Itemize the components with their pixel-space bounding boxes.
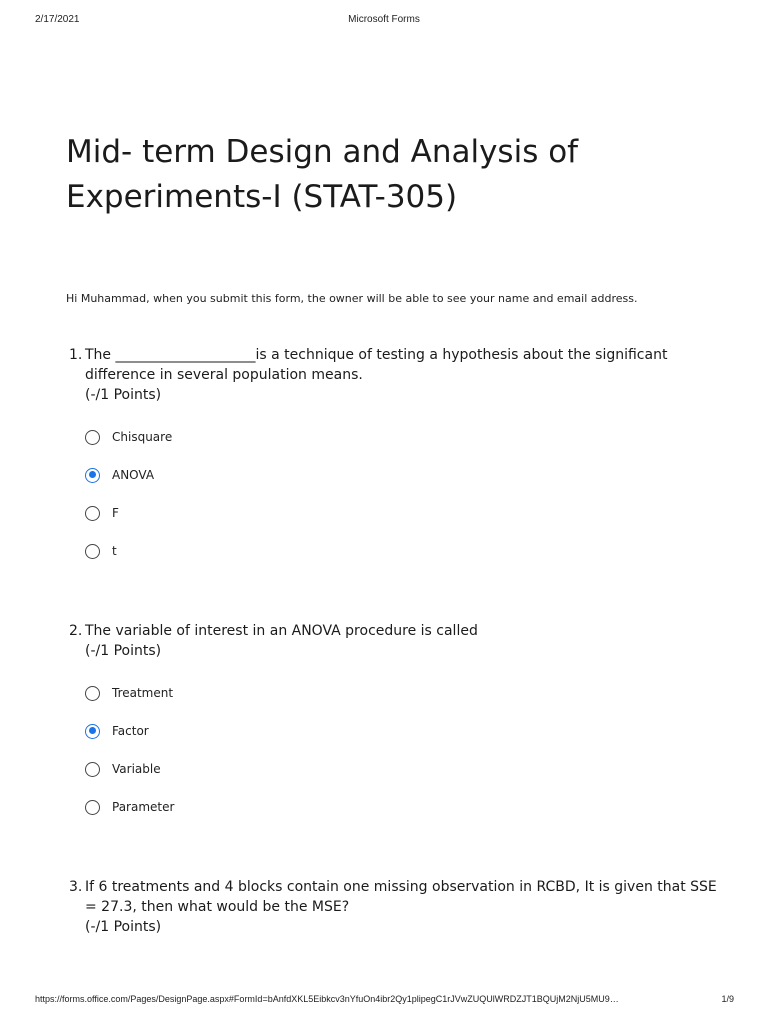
submit-notice: Hi Muhammad, when you submit this form, the owner will be able to see your name and email address. <box>66 292 638 305</box>
option-variable[interactable] <box>85 750 726 788</box>
option-label: Variable <box>112 762 161 776</box>
radio-unselected-icon[interactable] <box>85 506 100 521</box>
answer-options <box>66 418 726 570</box>
page-url: https://forms.office.com/Pages/DesignPage.aspx#FormId=bAnfdXKL5Eibkcv3nYfuOn4ibr2Qy1plipegC1rJVwZUQUlWRDZJT1BQUjM2NjU5MU9… <box>35 994 619 1004</box>
question-2 <box>66 621 726 826</box>
print-footer <box>0 994 768 1008</box>
option-parameter[interactable] <box>85 788 726 826</box>
print-app-name: Microsoft Forms <box>348 14 420 25</box>
print-date: 2/17/2021 <box>35 14 80 25</box>
option-label: Factor <box>112 724 149 738</box>
radio-unselected-icon[interactable] <box>85 800 100 815</box>
option-treatment[interactable] <box>85 674 726 712</box>
radio-unselected-icon[interactable] <box>85 544 100 559</box>
radio-unselected-icon[interactable] <box>85 762 100 777</box>
question-text: The ____________________is a technique of testing a hypothesis about the significant difference in several population means. <box>85 347 668 383</box>
question-1 <box>66 345 726 570</box>
question-header <box>66 345 726 405</box>
radio-unselected-icon[interactable] <box>85 686 100 701</box>
question-header <box>66 621 726 661</box>
question-points: (-/1 Points) <box>85 387 162 403</box>
print-header <box>0 14 768 30</box>
option-t[interactable] <box>85 532 726 570</box>
question-points: (-/1 Points) <box>85 919 162 935</box>
form-title: Mid- term Design and Analysis of Experiments-I (STAT-305) <box>66 134 579 215</box>
question-text: If 6 treatments and 4 blocks contain one missing observation in RCBD, It is given that SSE = 27.3, then what would be the MSE? <box>85 879 717 915</box>
question-number: 2. <box>69 623 83 639</box>
option-f[interactable] <box>85 494 726 532</box>
radio-unselected-icon[interactable] <box>85 430 100 445</box>
option-label: F <box>112 506 119 520</box>
option-label: t <box>112 544 117 558</box>
radio-selected-icon[interactable] <box>85 724 100 739</box>
question-3 <box>66 877 726 937</box>
option-factor[interactable] <box>85 712 726 750</box>
option-label: Treatment <box>112 686 174 700</box>
option-label: Parameter <box>112 800 175 814</box>
page-number: 1/9 <box>721 994 734 1004</box>
radio-selected-icon[interactable] <box>85 468 100 483</box>
question-text: The variable of interest in an ANOVA procedure is called <box>85 623 478 639</box>
question-number: 3. <box>69 879 83 895</box>
question-header <box>66 877 726 937</box>
option-anova[interactable] <box>85 456 726 494</box>
question-points: (-/1 Points) <box>85 643 162 659</box>
option-chisquare[interactable] <box>85 418 726 456</box>
option-label: ANOVA <box>112 468 155 482</box>
option-label: Chisquare <box>112 430 173 444</box>
question-number: 1. <box>69 347 83 363</box>
answer-options <box>66 674 726 826</box>
